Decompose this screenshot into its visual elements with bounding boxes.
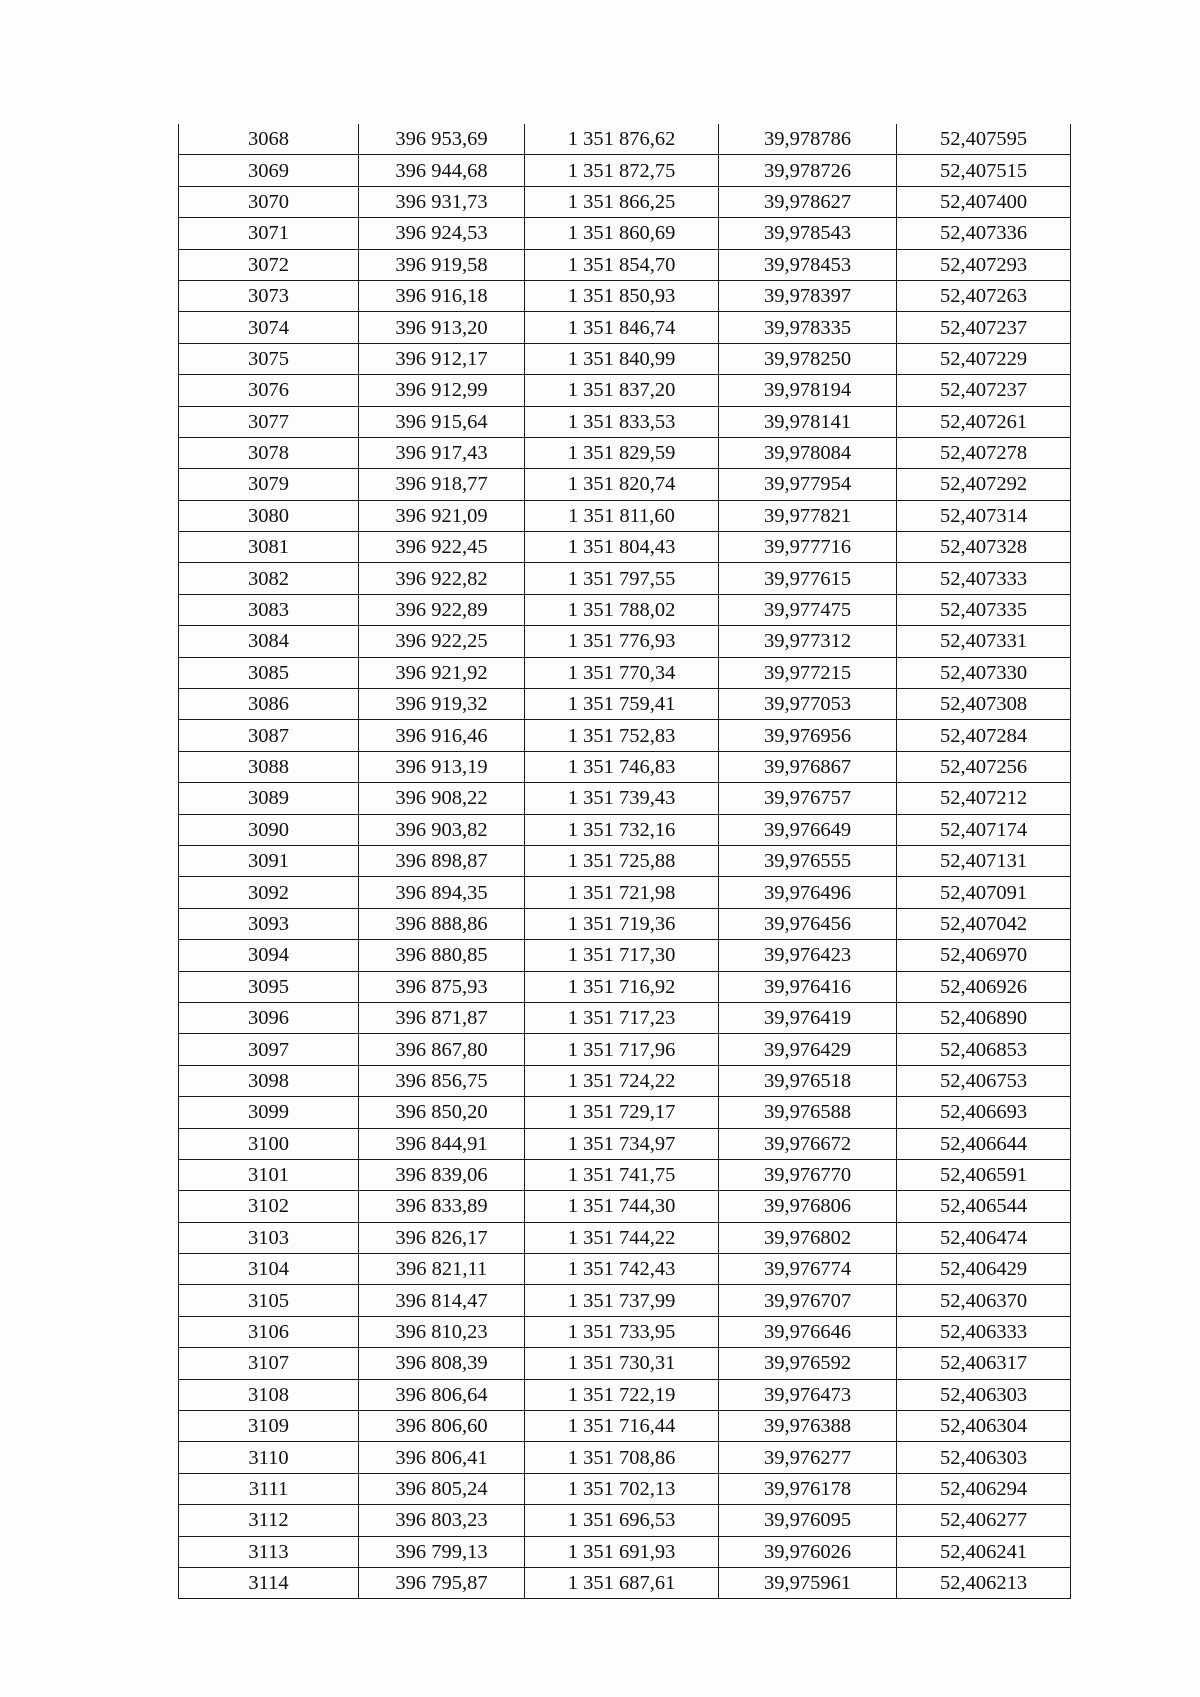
y-coordinate-cell: 1 351 739,43	[525, 783, 719, 814]
point-number-cell: 3107	[179, 1348, 359, 1379]
longitude-cell: 39,975961	[719, 1567, 897, 1598]
table-row	[179, 720, 1071, 751]
y-coordinate-cell: 1 351 811,60	[525, 500, 719, 531]
x-coordinate-cell: 396 918,77	[359, 469, 525, 500]
longitude-cell: 39,976867	[719, 751, 897, 782]
longitude-cell: 39,976956	[719, 720, 897, 751]
latitude-cell: 52,406644	[897, 1128, 1071, 1159]
x-coordinate-cell: 396 875,93	[359, 971, 525, 1002]
y-coordinate-cell: 1 351 840,99	[525, 343, 719, 374]
longitude-cell: 39,978335	[719, 312, 897, 343]
longitude-cell: 39,978194	[719, 375, 897, 406]
table-row	[179, 1002, 1071, 1033]
table-row	[179, 375, 1071, 406]
point-number-cell: 3102	[179, 1191, 359, 1222]
y-coordinate-cell: 1 351 737,99	[525, 1285, 719, 1316]
latitude-cell: 52,407042	[897, 908, 1071, 939]
x-coordinate-cell: 396 919,58	[359, 249, 525, 280]
longitude-cell: 39,976473	[719, 1379, 897, 1410]
y-coordinate-cell: 1 351 746,83	[525, 751, 719, 782]
x-coordinate-cell: 396 903,82	[359, 814, 525, 845]
x-coordinate-cell: 396 795,87	[359, 1567, 525, 1598]
longitude-cell: 39,976757	[719, 783, 897, 814]
x-coordinate-cell: 396 806,64	[359, 1379, 525, 1410]
x-coordinate-cell: 396 916,18	[359, 280, 525, 311]
x-coordinate-cell: 396 867,80	[359, 1034, 525, 1065]
longitude-cell: 39,976774	[719, 1254, 897, 1285]
longitude-cell: 39,978726	[719, 155, 897, 186]
y-coordinate-cell: 1 351 776,93	[525, 626, 719, 657]
longitude-cell: 39,976178	[719, 1473, 897, 1504]
table-row	[179, 124, 1071, 155]
point-number-cell: 3077	[179, 406, 359, 437]
table-row	[179, 155, 1071, 186]
x-coordinate-cell: 396 912,17	[359, 343, 525, 374]
x-coordinate-cell: 396 908,22	[359, 783, 525, 814]
x-coordinate-cell: 396 915,64	[359, 406, 525, 437]
latitude-cell: 52,407256	[897, 751, 1071, 782]
longitude-cell: 39,977312	[719, 626, 897, 657]
y-coordinate-cell: 1 351 788,02	[525, 594, 719, 625]
coordinates-table-body	[179, 124, 1071, 1599]
point-number-cell: 3075	[179, 343, 359, 374]
longitude-cell: 39,976707	[719, 1285, 897, 1316]
x-coordinate-cell: 396 922,25	[359, 626, 525, 657]
longitude-cell: 39,976429	[719, 1034, 897, 1065]
point-number-cell: 3080	[179, 500, 359, 531]
table-row	[179, 312, 1071, 343]
table-row	[179, 1191, 1071, 1222]
y-coordinate-cell: 1 351 829,59	[525, 437, 719, 468]
y-coordinate-cell: 1 351 702,13	[525, 1473, 719, 1504]
table-row	[179, 469, 1071, 500]
latitude-cell: 52,406474	[897, 1222, 1071, 1253]
point-number-cell: 3104	[179, 1254, 359, 1285]
point-number-cell: 3109	[179, 1411, 359, 1442]
y-coordinate-cell: 1 351 691,93	[525, 1536, 719, 1567]
latitude-cell: 52,407237	[897, 375, 1071, 406]
longitude-cell: 39,976646	[719, 1316, 897, 1347]
x-coordinate-cell: 396 953,69	[359, 124, 525, 155]
longitude-cell: 39,976588	[719, 1097, 897, 1128]
x-coordinate-cell: 396 924,53	[359, 218, 525, 249]
y-coordinate-cell: 1 351 717,30	[525, 940, 719, 971]
x-coordinate-cell: 396 894,35	[359, 877, 525, 908]
latitude-cell: 52,407284	[897, 720, 1071, 751]
point-number-cell: 3099	[179, 1097, 359, 1128]
latitude-cell: 52,407263	[897, 280, 1071, 311]
table-row	[179, 689, 1071, 720]
point-number-cell: 3072	[179, 249, 359, 280]
y-coordinate-cell: 1 351 876,62	[525, 124, 719, 155]
latitude-cell: 52,406853	[897, 1034, 1071, 1065]
y-coordinate-cell: 1 351 708,86	[525, 1442, 719, 1473]
latitude-cell: 52,407400	[897, 186, 1071, 217]
table-row	[179, 186, 1071, 217]
point-number-cell: 3076	[179, 375, 359, 406]
x-coordinate-cell: 396 844,91	[359, 1128, 525, 1159]
point-number-cell: 3114	[179, 1567, 359, 1598]
y-coordinate-cell: 1 351 833,53	[525, 406, 719, 437]
point-number-cell: 3071	[179, 218, 359, 249]
table-row	[179, 1285, 1071, 1316]
point-number-cell: 3079	[179, 469, 359, 500]
y-coordinate-cell: 1 351 725,88	[525, 845, 719, 876]
table-row	[179, 1159, 1071, 1190]
table-row	[179, 1411, 1071, 1442]
y-coordinate-cell: 1 351 860,69	[525, 218, 719, 249]
longitude-cell: 39,977821	[719, 500, 897, 531]
table-row	[179, 280, 1071, 311]
point-number-cell: 3083	[179, 594, 359, 625]
x-coordinate-cell: 396 803,23	[359, 1505, 525, 1536]
latitude-cell: 52,406544	[897, 1191, 1071, 1222]
y-coordinate-cell: 1 351 734,97	[525, 1128, 719, 1159]
y-coordinate-cell: 1 351 742,43	[525, 1254, 719, 1285]
x-coordinate-cell: 396 871,87	[359, 1002, 525, 1033]
longitude-cell: 39,977475	[719, 594, 897, 625]
y-coordinate-cell: 1 351 721,98	[525, 877, 719, 908]
y-coordinate-cell: 1 351 716,44	[525, 1411, 719, 1442]
longitude-cell: 39,976456	[719, 908, 897, 939]
y-coordinate-cell: 1 351 850,93	[525, 280, 719, 311]
y-coordinate-cell: 1 351 732,16	[525, 814, 719, 845]
latitude-cell: 52,406333	[897, 1316, 1071, 1347]
latitude-cell: 52,406303	[897, 1442, 1071, 1473]
point-number-cell: 3105	[179, 1285, 359, 1316]
longitude-cell: 39,977954	[719, 469, 897, 500]
x-coordinate-cell: 396 850,20	[359, 1097, 525, 1128]
x-coordinate-cell: 396 810,23	[359, 1316, 525, 1347]
point-number-cell: 3070	[179, 186, 359, 217]
x-coordinate-cell: 396 913,20	[359, 312, 525, 343]
x-coordinate-cell: 396 826,17	[359, 1222, 525, 1253]
point-number-cell: 3110	[179, 1442, 359, 1473]
longitude-cell: 39,977615	[719, 563, 897, 594]
y-coordinate-cell: 1 351 744,30	[525, 1191, 719, 1222]
point-number-cell: 3112	[179, 1505, 359, 1536]
table-row	[179, 1473, 1071, 1504]
latitude-cell: 52,406241	[897, 1536, 1071, 1567]
point-number-cell: 3106	[179, 1316, 359, 1347]
longitude-cell: 39,976649	[719, 814, 897, 845]
longitude-cell: 39,976416	[719, 971, 897, 1002]
point-number-cell: 3082	[179, 563, 359, 594]
x-coordinate-cell: 396 916,46	[359, 720, 525, 751]
point-number-cell: 3094	[179, 940, 359, 971]
x-coordinate-cell: 396 880,85	[359, 940, 525, 971]
latitude-cell: 52,407336	[897, 218, 1071, 249]
y-coordinate-cell: 1 351 719,36	[525, 908, 719, 939]
point-number-cell: 3096	[179, 1002, 359, 1033]
table-row	[179, 563, 1071, 594]
table-row	[179, 1316, 1071, 1347]
point-number-cell: 3068	[179, 124, 359, 155]
x-coordinate-cell: 396 821,11	[359, 1254, 525, 1285]
x-coordinate-cell: 396 922,45	[359, 532, 525, 563]
table-row	[179, 783, 1071, 814]
point-number-cell: 3081	[179, 532, 359, 563]
point-number-cell: 3069	[179, 155, 359, 186]
y-coordinate-cell: 1 351 729,17	[525, 1097, 719, 1128]
point-number-cell: 3103	[179, 1222, 359, 1253]
point-number-cell: 3087	[179, 720, 359, 751]
latitude-cell: 52,406370	[897, 1285, 1071, 1316]
table-row	[179, 437, 1071, 468]
latitude-cell: 52,407212	[897, 783, 1071, 814]
table-row	[179, 406, 1071, 437]
latitude-cell: 52,407328	[897, 532, 1071, 563]
y-coordinate-cell: 1 351 820,74	[525, 469, 719, 500]
longitude-cell: 39,978543	[719, 218, 897, 249]
y-coordinate-cell: 1 351 872,75	[525, 155, 719, 186]
latitude-cell: 52,407261	[897, 406, 1071, 437]
table-row	[179, 1222, 1071, 1253]
y-coordinate-cell: 1 351 717,96	[525, 1034, 719, 1065]
x-coordinate-cell: 396 921,92	[359, 657, 525, 688]
table-row	[179, 343, 1071, 374]
point-number-cell: 3086	[179, 689, 359, 720]
longitude-cell: 39,976672	[719, 1128, 897, 1159]
x-coordinate-cell: 396 814,47	[359, 1285, 525, 1316]
latitude-cell: 52,407308	[897, 689, 1071, 720]
table-row	[179, 814, 1071, 845]
y-coordinate-cell: 1 351 854,70	[525, 249, 719, 280]
y-coordinate-cell: 1 351 730,31	[525, 1348, 719, 1379]
table-row	[179, 657, 1071, 688]
coordinates-table	[178, 124, 1071, 1599]
table-row	[179, 845, 1071, 876]
x-coordinate-cell: 396 805,24	[359, 1473, 525, 1504]
table-row	[179, 908, 1071, 939]
latitude-cell: 52,406591	[897, 1159, 1071, 1190]
y-coordinate-cell: 1 351 687,61	[525, 1567, 719, 1598]
longitude-cell: 39,976518	[719, 1065, 897, 1096]
x-coordinate-cell: 396 917,43	[359, 437, 525, 468]
x-coordinate-cell: 396 806,41	[359, 1442, 525, 1473]
y-coordinate-cell: 1 351 722,19	[525, 1379, 719, 1410]
latitude-cell: 52,407330	[897, 657, 1071, 688]
longitude-cell: 39,976592	[719, 1348, 897, 1379]
longitude-cell: 39,978453	[719, 249, 897, 280]
y-coordinate-cell: 1 351 759,41	[525, 689, 719, 720]
longitude-cell: 39,976806	[719, 1191, 897, 1222]
latitude-cell: 52,407333	[897, 563, 1071, 594]
table-row	[179, 532, 1071, 563]
y-coordinate-cell: 1 351 770,34	[525, 657, 719, 688]
table-row	[179, 1442, 1071, 1473]
table-row	[179, 1379, 1071, 1410]
y-coordinate-cell: 1 351 724,22	[525, 1065, 719, 1096]
latitude-cell: 52,407174	[897, 814, 1071, 845]
latitude-cell: 52,406213	[897, 1567, 1071, 1598]
point-number-cell: 3078	[179, 437, 359, 468]
point-number-cell: 3073	[179, 280, 359, 311]
longitude-cell: 39,976419	[719, 1002, 897, 1033]
longitude-cell: 39,976555	[719, 845, 897, 876]
longitude-cell: 39,978397	[719, 280, 897, 311]
point-number-cell: 3108	[179, 1379, 359, 1410]
table-row	[179, 751, 1071, 782]
latitude-cell: 52,406277	[897, 1505, 1071, 1536]
y-coordinate-cell: 1 351 752,83	[525, 720, 719, 751]
longitude-cell: 39,976277	[719, 1442, 897, 1473]
point-number-cell: 3113	[179, 1536, 359, 1567]
table-row	[179, 1567, 1071, 1598]
y-coordinate-cell: 1 351 804,43	[525, 532, 719, 563]
point-number-cell: 3093	[179, 908, 359, 939]
longitude-cell: 39,978250	[719, 343, 897, 374]
y-coordinate-cell: 1 351 744,22	[525, 1222, 719, 1253]
x-coordinate-cell: 396 921,09	[359, 500, 525, 531]
longitude-cell: 39,976026	[719, 1536, 897, 1567]
point-number-cell: 3092	[179, 877, 359, 908]
latitude-cell: 52,407237	[897, 312, 1071, 343]
point-number-cell: 3089	[179, 783, 359, 814]
point-number-cell: 3101	[179, 1159, 359, 1190]
longitude-cell: 39,978141	[719, 406, 897, 437]
table-row	[179, 971, 1071, 1002]
y-coordinate-cell: 1 351 696,53	[525, 1505, 719, 1536]
latitude-cell: 52,407278	[897, 437, 1071, 468]
table-row	[179, 594, 1071, 625]
y-coordinate-cell: 1 351 741,75	[525, 1159, 719, 1190]
x-coordinate-cell: 396 912,99	[359, 375, 525, 406]
x-coordinate-cell: 396 931,73	[359, 186, 525, 217]
latitude-cell: 52,406294	[897, 1473, 1071, 1504]
table-row	[179, 1254, 1071, 1285]
longitude-cell: 39,976802	[719, 1222, 897, 1253]
table-row	[179, 626, 1071, 657]
x-coordinate-cell: 396 839,06	[359, 1159, 525, 1190]
latitude-cell: 52,406926	[897, 971, 1071, 1002]
x-coordinate-cell: 396 806,60	[359, 1411, 525, 1442]
table-row	[179, 1097, 1071, 1128]
table-row	[179, 877, 1071, 908]
latitude-cell: 52,407131	[897, 845, 1071, 876]
longitude-cell: 39,977716	[719, 532, 897, 563]
latitude-cell: 52,406317	[897, 1348, 1071, 1379]
latitude-cell: 52,407091	[897, 877, 1071, 908]
longitude-cell: 39,978084	[719, 437, 897, 468]
latitude-cell: 52,406693	[897, 1097, 1071, 1128]
longitude-cell: 39,978786	[719, 124, 897, 155]
y-coordinate-cell: 1 351 846,74	[525, 312, 719, 343]
latitude-cell: 52,407515	[897, 155, 1071, 186]
table-row	[179, 1128, 1071, 1159]
latitude-cell: 52,406303	[897, 1379, 1071, 1410]
latitude-cell: 52,407292	[897, 469, 1071, 500]
x-coordinate-cell: 396 922,82	[359, 563, 525, 594]
table-row	[179, 1536, 1071, 1567]
longitude-cell: 39,976388	[719, 1411, 897, 1442]
table-row	[179, 1505, 1071, 1536]
x-coordinate-cell: 396 944,68	[359, 155, 525, 186]
y-coordinate-cell: 1 351 716,92	[525, 971, 719, 1002]
x-coordinate-cell: 396 799,13	[359, 1536, 525, 1567]
point-number-cell: 3111	[179, 1473, 359, 1504]
table-row	[179, 1034, 1071, 1065]
longitude-cell: 39,976095	[719, 1505, 897, 1536]
x-coordinate-cell: 396 833,89	[359, 1191, 525, 1222]
table-row	[179, 1348, 1071, 1379]
latitude-cell: 52,407229	[897, 343, 1071, 374]
longitude-cell: 39,977053	[719, 689, 897, 720]
longitude-cell: 39,978627	[719, 186, 897, 217]
longitude-cell: 39,976770	[719, 1159, 897, 1190]
table-row	[179, 249, 1071, 280]
point-number-cell: 3097	[179, 1034, 359, 1065]
table-row	[179, 1065, 1071, 1096]
latitude-cell: 52,406890	[897, 1002, 1071, 1033]
latitude-cell: 52,406304	[897, 1411, 1071, 1442]
x-coordinate-cell: 396 888,86	[359, 908, 525, 939]
x-coordinate-cell: 396 922,89	[359, 594, 525, 625]
latitude-cell: 52,407595	[897, 124, 1071, 155]
y-coordinate-cell: 1 351 797,55	[525, 563, 719, 594]
point-number-cell: 3095	[179, 971, 359, 1002]
table-row	[179, 500, 1071, 531]
table-row	[179, 940, 1071, 971]
x-coordinate-cell: 396 919,32	[359, 689, 525, 720]
x-coordinate-cell: 396 898,87	[359, 845, 525, 876]
point-number-cell: 3100	[179, 1128, 359, 1159]
table-row	[179, 218, 1071, 249]
x-coordinate-cell: 396 856,75	[359, 1065, 525, 1096]
y-coordinate-cell: 1 351 717,23	[525, 1002, 719, 1033]
longitude-cell: 39,976423	[719, 940, 897, 971]
x-coordinate-cell: 396 808,39	[359, 1348, 525, 1379]
point-number-cell: 3091	[179, 845, 359, 876]
latitude-cell: 52,406429	[897, 1254, 1071, 1285]
latitude-cell: 52,406753	[897, 1065, 1071, 1096]
point-number-cell: 3088	[179, 751, 359, 782]
latitude-cell: 52,406970	[897, 940, 1071, 971]
y-coordinate-cell: 1 351 733,95	[525, 1316, 719, 1347]
point-number-cell: 3090	[179, 814, 359, 845]
latitude-cell: 52,407293	[897, 249, 1071, 280]
point-number-cell: 3084	[179, 626, 359, 657]
point-number-cell: 3074	[179, 312, 359, 343]
point-number-cell: 3085	[179, 657, 359, 688]
latitude-cell: 52,407335	[897, 594, 1071, 625]
longitude-cell: 39,977215	[719, 657, 897, 688]
latitude-cell: 52,407314	[897, 500, 1071, 531]
latitude-cell: 52,407331	[897, 626, 1071, 657]
longitude-cell: 39,976496	[719, 877, 897, 908]
x-coordinate-cell: 396 913,19	[359, 751, 525, 782]
y-coordinate-cell: 1 351 837,20	[525, 375, 719, 406]
point-number-cell: 3098	[179, 1065, 359, 1096]
y-coordinate-cell: 1 351 866,25	[525, 186, 719, 217]
